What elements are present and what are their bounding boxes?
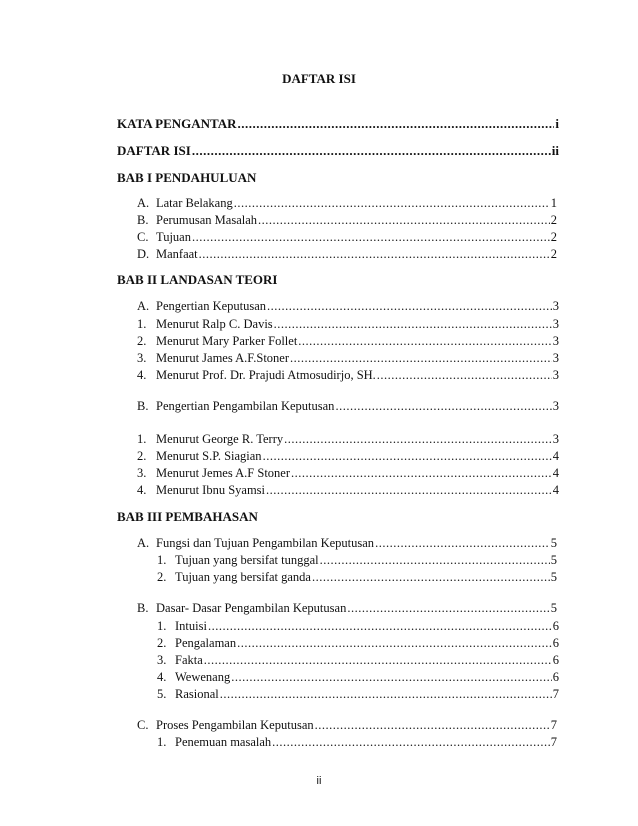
toc-leader-dots	[267, 298, 552, 314]
toc-label	[157, 618, 207, 634]
toc-label	[157, 652, 203, 668]
toc-entry	[137, 350, 559, 366]
toc-label	[157, 734, 271, 750]
toc-label	[137, 298, 266, 314]
toc-entry	[157, 569, 557, 585]
toc-entry	[137, 212, 557, 228]
toc-leader-dots	[192, 143, 551, 159]
toc-entry	[137, 316, 559, 332]
toc-leader-dots	[377, 367, 552, 383]
chapter-heading-bab-3: BAB III PEMBAHASAN	[117, 509, 258, 524]
toc-page-number: 3	[552, 334, 559, 348]
toc-section-entry	[137, 398, 559, 414]
toc-label	[137, 229, 191, 245]
toc-label	[137, 246, 198, 262]
toc-leader-dots	[347, 600, 549, 616]
toc-item-text: Tujuan yang bersifat ganda	[175, 570, 311, 584]
toc-page-number: 2	[550, 230, 557, 244]
toc-item-number: 2.	[137, 334, 147, 348]
toc-label	[137, 431, 283, 447]
toc-page-number: ii	[551, 143, 559, 158]
toc-leader-dots	[375, 535, 550, 551]
chapter-heading-bab-2: BAB II LANDASAN TEORI	[117, 272, 278, 287]
toc-label	[157, 569, 311, 585]
toc-item-text: Fakta	[175, 653, 203, 667]
toc-label: KATA PENGANTAR	[117, 116, 237, 131]
toc-label	[137, 535, 374, 551]
toc-page-number: 5	[550, 553, 557, 567]
toc-entry	[137, 482, 559, 498]
toc-item-number: C.	[137, 230, 149, 244]
toc-leader-dots	[284, 431, 552, 447]
toc-item-text: Menurut Jemes A.F Stoner	[156, 466, 291, 480]
toc-item-number: D.	[137, 247, 150, 261]
toc-section-entry	[137, 600, 557, 616]
toc-label	[137, 367, 376, 383]
toc-leader-dots	[234, 195, 550, 211]
toc-leader-dots	[208, 618, 552, 634]
toc-label	[137, 398, 334, 414]
toc-item-number: A.	[137, 299, 150, 313]
toc-item-text: Menurut Ibnu Syamsi	[156, 483, 266, 497]
toc-entry	[137, 195, 557, 211]
toc-item-number: B.	[137, 399, 149, 413]
toc-leader-dots	[274, 316, 552, 332]
toc-leader-dots	[315, 717, 550, 733]
toc-label	[137, 717, 314, 733]
toc-label	[157, 686, 219, 702]
toc-label	[137, 465, 290, 481]
toc-item-text: Menurut S.P. Siagian	[156, 449, 262, 463]
toc-item-number: 4.	[157, 670, 167, 684]
toc-item-text: Menurut James A.F.Stoner	[156, 351, 290, 365]
toc-page-number: 7	[550, 718, 557, 732]
toc-page-number: 5	[550, 570, 557, 584]
toc-item-text: Pengertian Pengambilan Keputusan	[156, 399, 335, 413]
toc-label	[137, 350, 289, 366]
toc-leader-dots	[192, 229, 550, 245]
toc-item-number: A.	[137, 536, 150, 550]
toc-page-number: 2	[550, 247, 557, 261]
toc-item-text: Perumusan Masalah	[156, 213, 258, 227]
toc-label	[157, 669, 230, 685]
toc-leader-dots	[220, 686, 552, 702]
toc-item-text: Fungsi dan Tujuan Pengambilan Keputusan	[156, 536, 375, 550]
toc-item-number: 1.	[157, 553, 167, 567]
toc-page-number: 3	[552, 399, 559, 413]
toc-entry	[157, 618, 559, 634]
toc-label	[137, 482, 265, 498]
toc-page-number: 7	[550, 735, 557, 749]
toc-item-text: Menurut Prof. Dr. Prajudi Atmosudirjo, SH.	[156, 368, 376, 382]
toc-item-text: Menurut George R. Terry	[156, 432, 284, 446]
toc-item-number: A.	[137, 196, 150, 210]
toc-section-entry	[137, 298, 559, 314]
toc-item-number: C.	[137, 718, 149, 732]
toc-leader-dots	[204, 652, 552, 668]
toc-item-text: Menurut Ralp C. Davis	[156, 317, 273, 331]
toc-label	[137, 448, 262, 464]
toc-item-text: Penemuan masalah	[175, 735, 272, 749]
toc-entry	[157, 669, 559, 685]
toc-entry	[137, 246, 557, 262]
toc-entry	[137, 465, 559, 481]
toc-leader-dots	[258, 212, 550, 228]
toc-item-number: B.	[137, 601, 149, 615]
toc-item-number: 3.	[137, 351, 147, 365]
toc-item-text: Proses Pengambilan Keputusan	[156, 718, 314, 732]
toc-item-number: 4.	[137, 368, 147, 382]
toc-page-number: 6	[552, 619, 559, 633]
toc-leader-dots	[291, 465, 552, 481]
toc-page-number: 3	[552, 317, 559, 331]
page-number-footer: ii	[316, 775, 322, 787]
toc-leader-dots	[320, 552, 550, 568]
toc-leader-dots	[238, 116, 555, 132]
toc-label	[137, 600, 346, 616]
toc-label	[137, 212, 257, 228]
toc-entry	[137, 333, 559, 349]
toc-item-number: 2.	[157, 636, 167, 650]
toc-entry	[157, 652, 559, 668]
toc-leader-dots	[231, 669, 552, 685]
toc-item-number: 1.	[157, 619, 167, 633]
toc-page-number: 5	[550, 536, 557, 550]
toc-page-number: 2	[550, 213, 557, 227]
toc-leader-dots	[298, 333, 551, 349]
toc-entry	[137, 448, 559, 464]
toc-item-number: 1.	[137, 317, 147, 331]
toc-entry	[157, 734, 557, 750]
toc-item-text: Tujuan yang bersifat tunggal	[175, 553, 319, 567]
toc-leader-dots	[312, 569, 550, 585]
toc-item-number: 1.	[137, 432, 147, 446]
toc-entry	[137, 367, 559, 383]
toc-entry	[157, 552, 557, 568]
toc-section-entry	[137, 535, 557, 551]
toc-item-text: Dasar- Dasar Pengambilan Keputusan	[156, 601, 347, 615]
toc-page-number: i	[555, 116, 559, 131]
toc-item-number: 2.	[137, 449, 147, 463]
toc-page-number: 5	[550, 601, 557, 615]
toc-entry	[157, 686, 559, 702]
toc-section-entry	[137, 717, 557, 733]
toc-label: DAFTAR ISI	[117, 143, 191, 158]
toc-leader-dots	[272, 734, 550, 750]
toc-leader-dots	[237, 635, 552, 651]
toc-item-text: Latar Belakang	[156, 196, 233, 210]
toc-item-text: Intuisi	[175, 619, 207, 633]
chapter-heading-bab-1: BAB I PENDAHULUAN	[117, 170, 257, 185]
toc-item-number: 2.	[157, 570, 167, 584]
toc-entry	[137, 229, 557, 245]
toc-page-number: 6	[552, 636, 559, 650]
toc-page-number: 6	[552, 670, 559, 684]
toc-item-text: Menurut Mary Parker Follet	[156, 334, 298, 348]
toc-item-text: Tujuan	[156, 230, 191, 244]
toc-item-text: Rasional	[175, 687, 219, 701]
toc-leader-dots	[199, 246, 550, 262]
toc-page-number: 6	[552, 653, 559, 667]
toc-item-number: 3.	[157, 653, 167, 667]
toc-leader-dots	[263, 448, 552, 464]
toc-label	[137, 195, 233, 211]
toc-entry	[137, 431, 559, 447]
toc-page-number: 3	[552, 368, 559, 382]
toc-leader-dots	[335, 398, 551, 414]
toc-item-number: 3.	[137, 466, 147, 480]
toc-page-number: 4	[552, 483, 559, 497]
toc-page-number: 3	[552, 432, 559, 446]
toc-item-text: Wewenang	[175, 670, 231, 684]
toc-page-number: 7	[552, 687, 559, 701]
toc-leader-dots	[290, 350, 552, 366]
toc-page-number: 4	[552, 466, 559, 480]
toc-entry	[157, 635, 559, 651]
toc-entry-daftar-isi	[117, 143, 559, 159]
toc-item-text: Pengertian Keputusan	[156, 299, 267, 313]
toc-page-number: 1	[550, 196, 557, 210]
toc-entry-kata-pengantar	[117, 116, 559, 132]
page-title: DAFTAR ISI	[282, 71, 356, 86]
toc-item-number: 4.	[137, 483, 147, 497]
toc-item-number: 1.	[157, 735, 167, 749]
toc-page-number: 4	[552, 449, 559, 463]
toc-item-text: Manfaat	[156, 247, 198, 261]
toc-item-text: Pengalaman	[175, 636, 237, 650]
toc-label	[137, 316, 273, 332]
toc-item-number: B.	[137, 213, 149, 227]
toc-label	[157, 635, 236, 651]
toc-leader-dots	[266, 482, 552, 498]
toc-page-number: 3	[552, 351, 559, 365]
toc-item-number: 5.	[157, 687, 167, 701]
toc-label	[137, 333, 297, 349]
toc-label	[157, 552, 319, 568]
toc-page-number: 3	[552, 299, 559, 313]
